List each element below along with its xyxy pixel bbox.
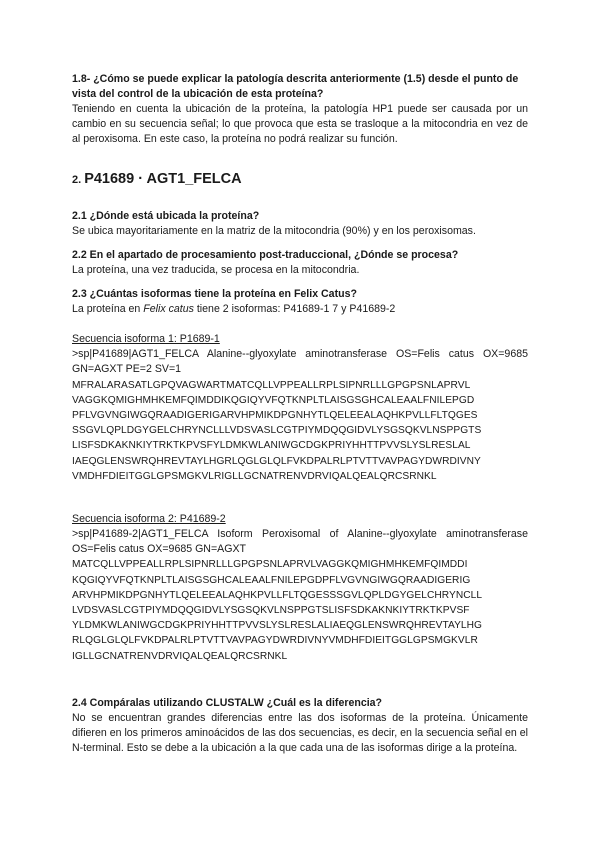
sequence-line: RLQGLGLQLFVKDPALRLPTVTTVAVPAGYDWRDIVNYVMDHFDIEITGGLGPSMGKVLR (72, 635, 478, 647)
sequence-line: ARVHPMIKDPGNHYTLQELEEALAQHKPVLLFLTQGESSSGVLQPLDGYGELCHRYNCLL (72, 589, 483, 601)
sequence-line: PFLVGVNGIWGQRAADIGERIGARVHPMIKDPGNHYTLQELEEALAQHKPVLLFLTQGES (72, 410, 478, 422)
sequence-line: VAGGKQMIGHMHKEMFQIMDDIKQGIQYVFQTKNPLTLAISGSGHCALEAALFNILEPGD (72, 394, 475, 406)
sequence-line: VMDHFDIEITGGLGPSMGKVLRIGLLGCNATRENVDRVIQALQEALQRCSRNKL (72, 470, 437, 482)
answer-2-1: Se ubica mayoritariamente en la matriz de la mitocondria (90%) y en los peroxisomas. (72, 224, 476, 237)
answer-2-4: No se encuentran grandes diferencias entre las dos isoformas de la proteína. Únicamente difieren en los primeros aminoácidos de las dos secuencias, es decir, en la secuencia señal en el N-terminal. Esto se debe a la ubicación a la que cada una de las isoformas dirige a la proteína. (72, 711, 528, 755)
sequence-line: YLDMKWLANIWGCDGKPRIYHHTTPVVSLYSLRESLALIAEQGLENSWRQHREVTAYLHG (72, 620, 483, 632)
sequence-line: MATCQLLVPPEALLRPLSIPNRLLLGPGPSNLAPRVLVAGGKQMIGHMHKEMFQIMDDI (72, 559, 468, 571)
isoform-2-header-line-2: OS=Felis catus OX=9685 GN=AGXT (72, 543, 246, 556)
sequence-line: IAEQGLENSWRQHREVTAYLHGRLQGLGLQLFVKDPALRLPTVTTVAVPAGYDWRDIVNY (72, 455, 481, 467)
isoform-1-header-line-2: GN=AGXT PE=2 SV=1 (72, 363, 182, 376)
answer-2-2: La proteína, una vez traducida, se procesa en la mitocondria. (72, 263, 360, 276)
isoform-2-sequence (72, 557, 528, 663)
isoform-2-header-line-1: >sp|P41689-2|AGT1_FELCA Isoform Peroxisomal of Alanine--glyoxylate aminotransferase (72, 528, 528, 541)
isoform-1-sequence (72, 378, 528, 484)
answer-2-3-pre: La proteína en (72, 303, 144, 316)
document-page (72, 72, 528, 756)
answer-1-8: Teniendo en cuenta la ubicación de la proteína, la patología HP1 puede ser causada por un cambio en su secuencia señal; lo que provoca que esta se trasloque a la mitocondria en vez de al peroxisoma. En este caso, la proteína no podrá realizar su función. (72, 103, 528, 146)
answer-2-3-species: Felix catus (143, 303, 194, 316)
answer-2-3-post: tiene 2 isoformas: P41689-1 7 y P41689-2 (193, 303, 396, 316)
isoform-2-title: Secuencia isoforma 2: P41689-2 (72, 513, 226, 526)
sequence-line: IGLLGCNATRENVDRVIQALQEALQRCSRNKL (72, 650, 288, 662)
sequence-line: LVDSVASLCGTPIYMDQQGIDVLYSGSQKVLNSPPGTSLISFSDKAKNKIYTRKTKPVSF (72, 605, 470, 617)
question-2-3: 2.3 ¿Cuántas isoformas tiene la proteína en Felix Catus? (72, 288, 357, 301)
sequence-line: KQGIQYVFQTKNPLTLAISGSGHCALEAALFNILEPGDPFLVGVNGIWGQRAADIGERIG (72, 574, 471, 586)
isoform-1-title: Secuencia isoforma 1: P1689-1 (72, 333, 220, 346)
question-2-1: 2.1 ¿Dónde está ubicada la proteína? (72, 209, 260, 222)
section-2-title: P41689 · AGT1_FELCA (84, 170, 242, 187)
sequence-line: MFRALARASATLGPQVAGWARTMATCQLLVPPEALLRPLSIPNRLLLGPGPSNLAPRVL (72, 379, 471, 391)
answer-2-3 (72, 302, 528, 317)
isoform-1-header-line-1: >sp|P41689|AGT1_FELCA Alanine--glyoxylate aminotransferase OS=Felis catus OX=9685 (72, 348, 528, 361)
question-2-2: 2.2 En el apartado de procesamiento post-traduccional, ¿Dónde se procesa? (72, 248, 459, 261)
section-2-number: 2. (72, 173, 82, 186)
question-1-8: 1.8- ¿Cómo se puede explicar la patología descrita anteriormente (1.5) desde el punto de vista del control de la ubicación de esta proteína? (72, 73, 519, 100)
section-2-heading (72, 170, 528, 189)
question-2-4: 2.4 Compáralas utilizando CLUSTALW ¿Cuál es la diferencia? (72, 696, 383, 709)
sequence-line: LISFSDKAKNKIYTRKTKPVSFYLDMKWLANIWGCDGKPRIYHHTTPVVSLYSLRESLAL (72, 440, 471, 452)
sequence-line: SSGVLQPLDGYGELCHRYNCLLLVDSVASLCGTPIYMDQQGIDVLYSGSQKVLNSPPGTS (72, 425, 482, 437)
